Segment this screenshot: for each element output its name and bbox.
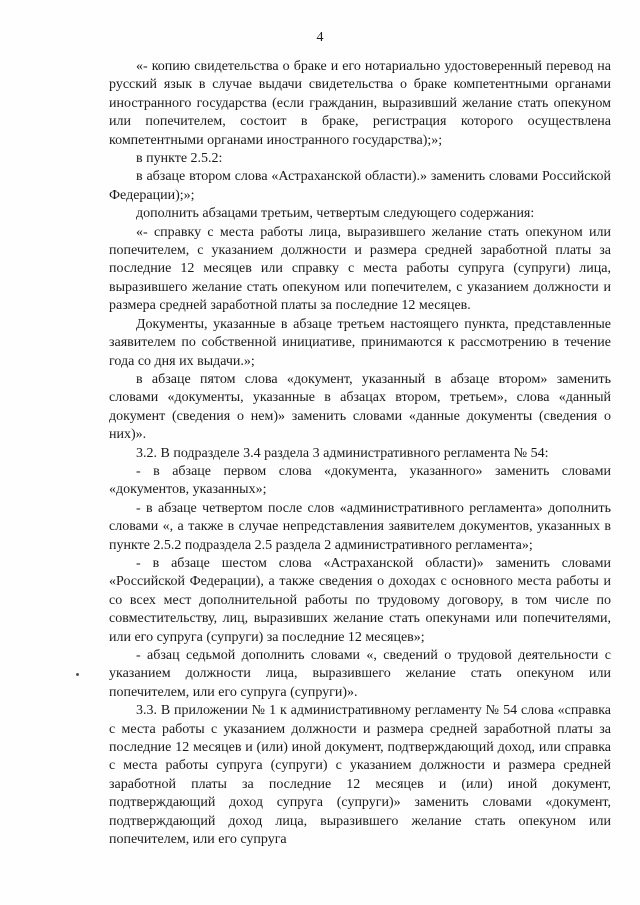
paragraph-second-abzac: в абзаце втором слова «Астраханской области).» заменить словами Российской Федерации);»; [109,169,611,203]
section-3-3: 3.3. В приложении № 1 к административному регламенту № 54 слова «справка с места работы с указанием должности и размера средней заработной платы за последние 12 месяцев и (или) иной документ, подтверждающий доход, или справка с места работы супруга (супруги) с указанием должности и размера средней заработной платы за последние 12 месяцев и (или) иной документ, подтверждающий доход супруга (супруги)» заменить словами «документ, подтверждающий доход лица, выразившего желание стать опекуном или попечителем, или его супруга [109,703,611,848]
paragraph-sixth-abzac: - в абзаце шестом слова «Астраханской области)» заменить словами «Российской Федерации), а также сведения о доходах с основного места работы и со всех мест дополнительной работы по трудовому договору, в том числе по совместительству, лиц, выразивших желание стать опекунами или попечителями, или его супруга (супруги) за последние 12 месяцев»; [109,555,611,645]
paragraph-work-certificate: «- справку с места работы лица, выразившего желание стать опекуном или попечителем, с указанием должности и размера средней заработной платы за последние 12 месяцев или справку с места работы супруга (супруги) лица, выразившего желание стать опекуном или попечителем, с указанием должности и размера средней заработной платы за последние 12 месяцев. [109,224,611,314]
paragraph-marriage-certificate: «- копию свидетельства о браке и его нотариально удостоверенный перевод на русский язык в случае выдачи свидетельства о браке компетентными органами иностранного государства (если гражданин, выразивший желание стать опекуном или попечителем, состоит в браке, регистрация которого осуществлена компетентными органами иностранного государства);»; [109,59,611,148]
paragraph-fifth-abzac: в абзаце пятом слова «документ, указанный в абзаце втором» заменить словами «документы, указанные в абзацах втором, третьем», слова «данный документ (сведения о нем)» заменить словами «данные документы (сведения о них)». [109,371,611,443]
paragraph-seventh-abzac: - абзац седьмой дополнить словами «, сведений о трудовой деятельности с указанием должности лица, выразившего желание стать опекуном или попечителем, или его супруга (супруги)». [109,648,611,700]
paragraph-documents-accepted: Документы, указанные в абзаце третьем настоящего пункта, представленные заявителем по собственной инициативе, принимаются к рассмотрению в течение года со дня их выдачи.»; [109,316,611,369]
page-number: 4 [316,30,324,45]
paragraph-first-abzac: - в абзаце первом слова «документа, указанного» заменить словами «документов, указанных»; [109,463,611,498]
document-body [109,58,611,849]
paragraph-fourth-abzac: - в абзаце четвертом после слов «административного регламента» дополнить словами «, а также в случае непредставления заявителем документов, указанных в пункте 2.5.2 подраздела 2.5 раздела 2 административного регламента»; [109,500,611,553]
margin-mark [76,673,79,676]
section-3-2-heading: 3.2. В подразделе 3.4 раздела 3 административного регламента № 54: [136,445,549,461]
paragraph-item-2-5-2: в пункте 2.5.2: [136,151,223,167]
paragraph-add-abzacs: дополнить абзацами третьим, четвертым следующего содержания: [136,206,535,222]
